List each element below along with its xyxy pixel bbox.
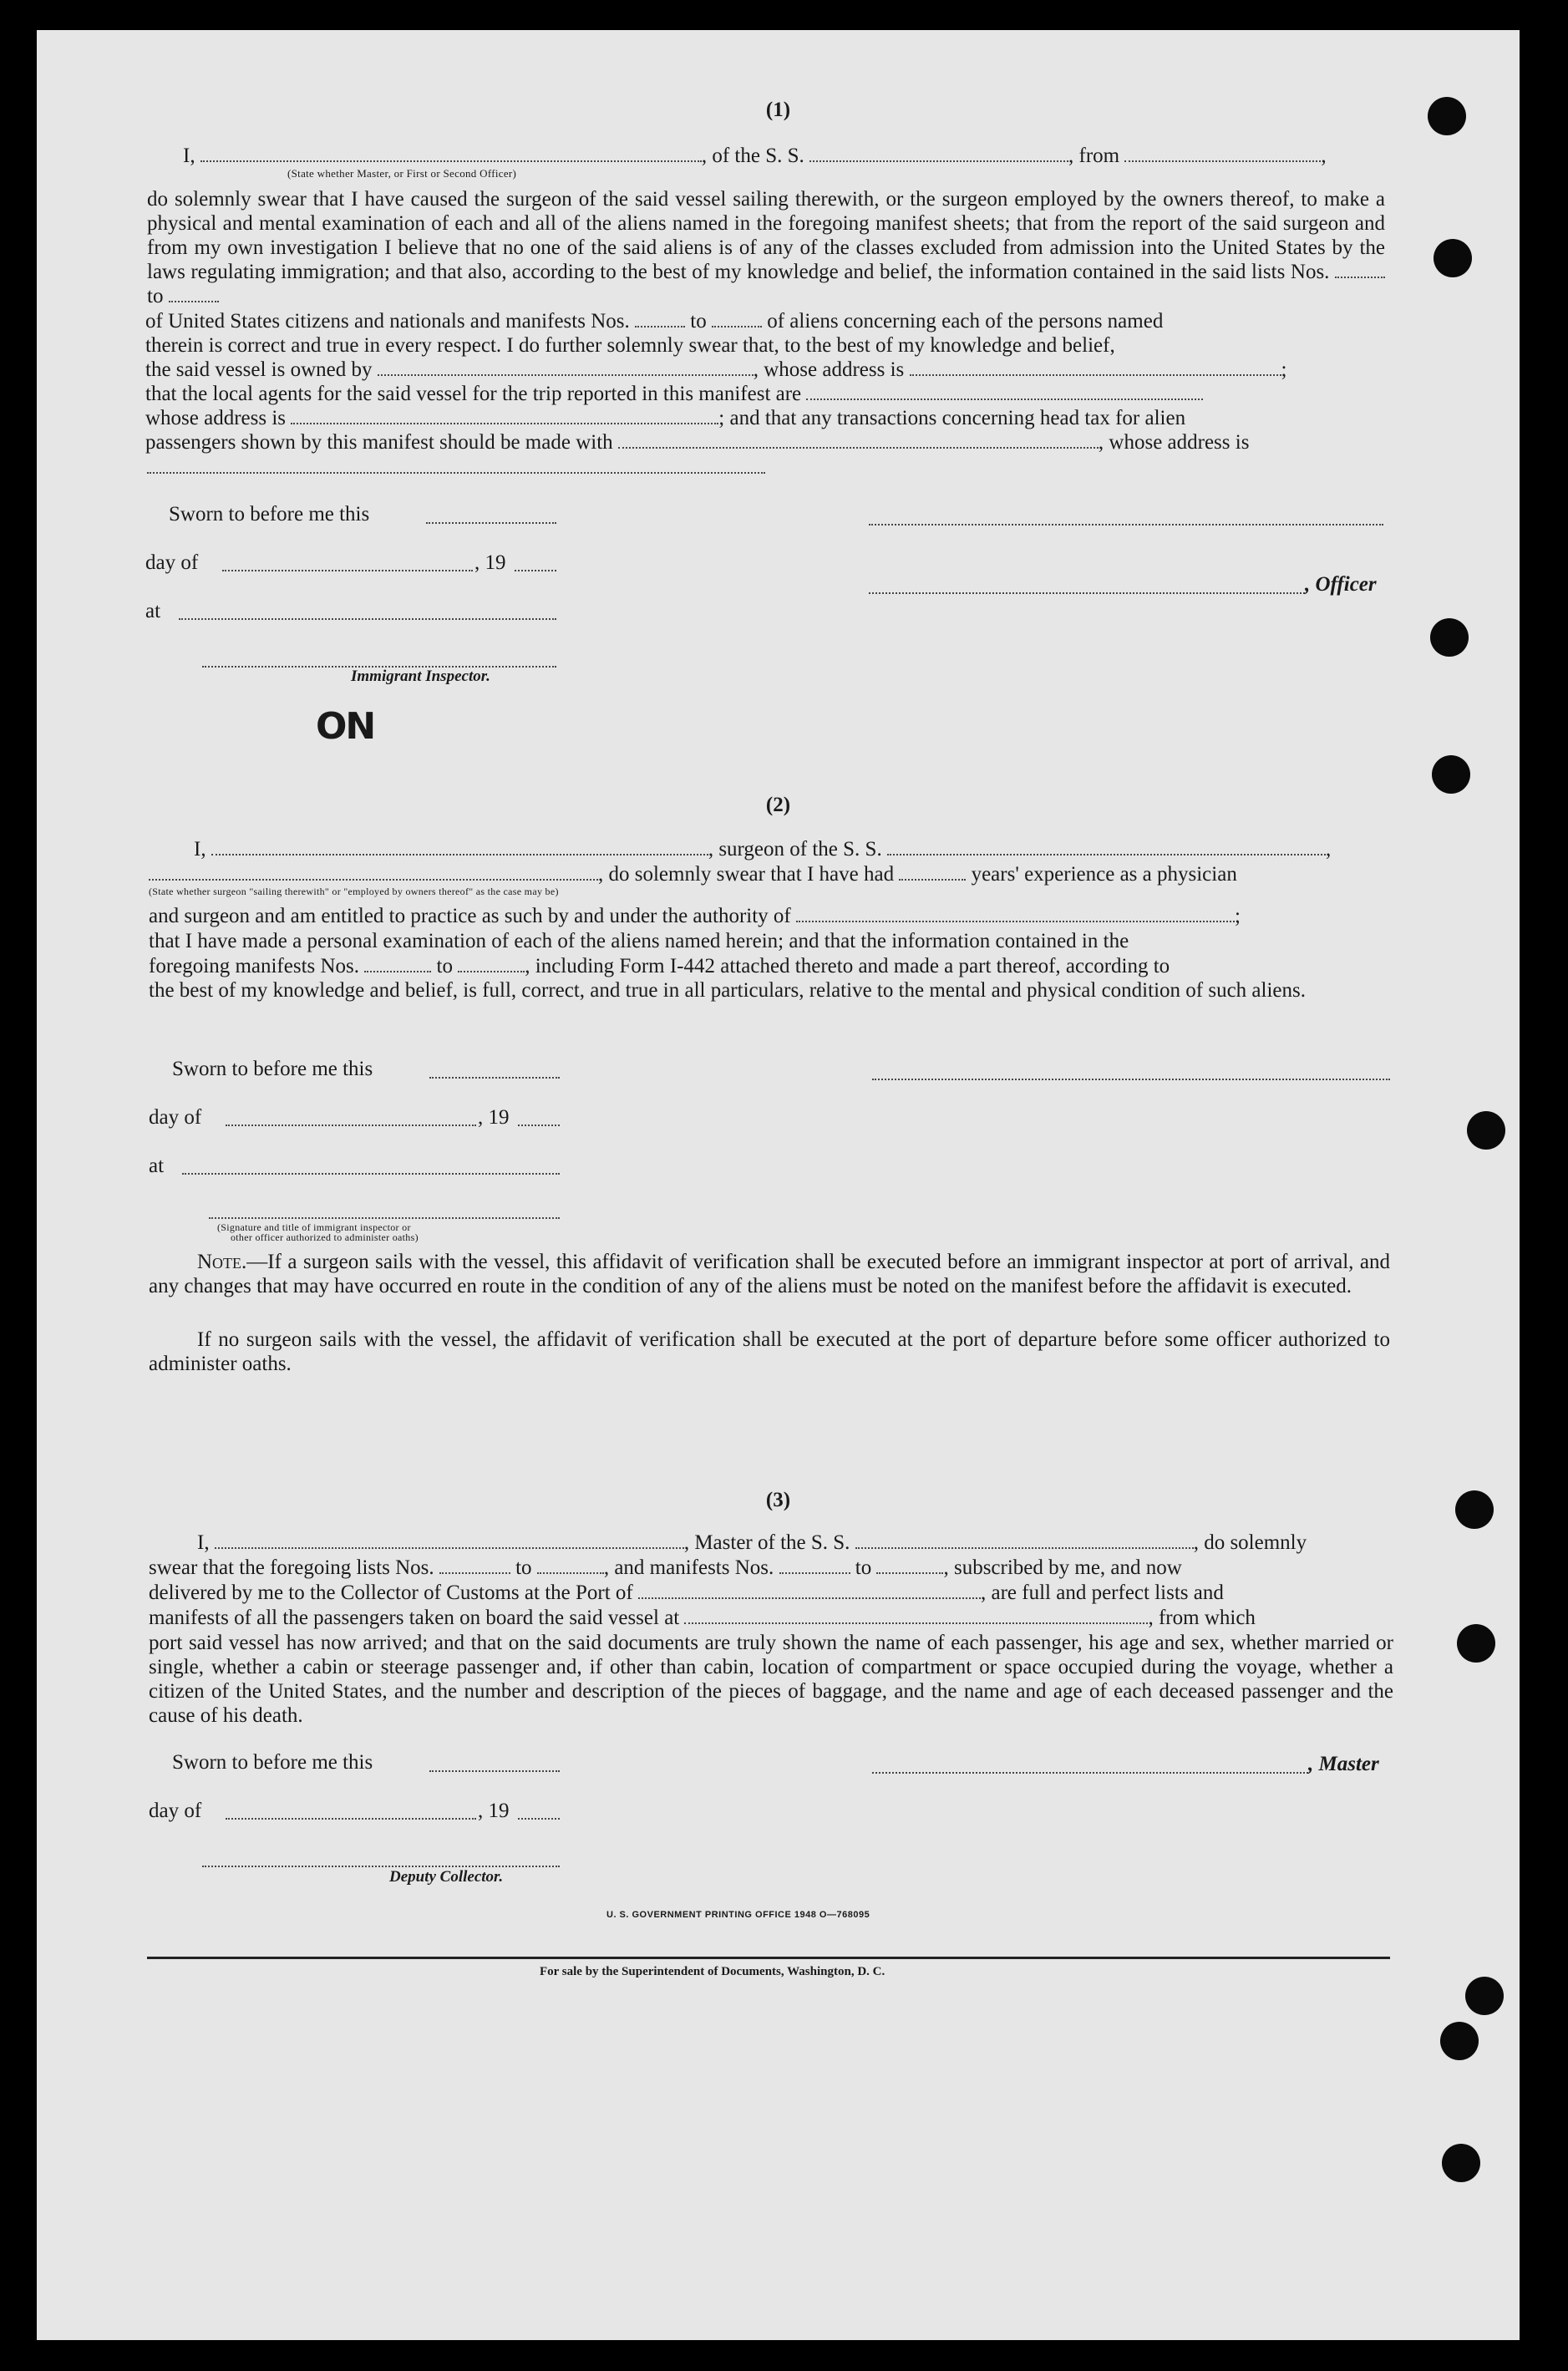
note-text: —If a surgeon sails with the vessel, this affidavit of verification shall be executed before an immigrant inspector at port of arrival, and any changes that may have occurred en route in the condition of any of the aliens must be noted on the manifest before the affidavit is executed. [149,1251,1390,1297]
s3-paragraph: port said vessel has now arrived; and that on the said documents are truly shown the name of each passenger, his age and sex, whether married or single, whether a cabin or steerage passenger and, if other than cabin, location of compartment or space occupied during the voyage, whether a citizen of the United States, and the number and description of the pieces of baggage, and the name and age of each deceased passenger and the cause of his death. [149,1632,1393,1727]
punch-hole [1434,239,1472,277]
s3-collector-signature-field[interactable] [202,1865,560,1867]
s1-p2-to: to [690,310,707,333]
note-2-text: If no surgeon sails with the vessel, the affidavit of verification shall be executed at the port of departure before some officer authorized to administer oaths. [149,1328,1390,1375]
s2-p5-text: foregoing manifests Nos. [149,955,360,977]
footer-rule [147,1957,1390,1959]
s1-p7-rest: , whose address is [1098,431,1250,454]
s1-p1-to: to [147,285,164,307]
s3-l2-to2: to [855,1556,872,1579]
s2-day-field[interactable] [226,1124,476,1126]
manifests-to-field[interactable] [712,311,762,327]
s2-p5-to: to [436,955,453,977]
s3-line-4 [149,1606,1393,1631]
note-label: Note. [197,1251,247,1273]
s3-l2-text: swear that the foregoing lists Nos. [149,1556,434,1579]
punch-hole [1467,1111,1505,1150]
s1-p1-text: do solemnly swear that I have caused the surgeon of the said vessel sailing therewith, or the surgeon employed by the owners thereof, to make a physical and mental examination of each and all of the aliens named in the foregoing manifest sheets; that from the report of the said surgeon and from my own investigation I believe that no one of the said aliens is of any of the classes excluded from admission into the United States by the laws regulating immigration; and that also, according to the best of my knowledge and belief, the information contained in the said lists Nos. [147,188,1385,283]
s3-sworn-date-field[interactable] [429,1769,560,1772]
s2-year-label: , 19 [478,1106,510,1129]
s3-l2-to: to [515,1556,532,1579]
s1-officer-title-field[interactable] [869,591,1305,594]
s1-line-p6 [145,406,1390,431]
s1-p7-text: passengers shown by this manifest should be made with [145,431,613,454]
s2-vessel-name-field[interactable] [887,839,1326,855]
s3-day-field[interactable] [226,1817,476,1820]
s2-day-of-label: day of [149,1106,202,1129]
s1-day-of-label: day of [145,551,199,574]
s2-p3-text: and surgeon and am entitled to practice as such by and under the authority of [149,905,791,927]
s2-line2-mid: , do solemnly swear that I have had [598,863,895,886]
s2-line-1: I, , surgeon of the S. S. , [194,838,1332,861]
s1-p4-text: the said vessel is owned by [145,358,373,381]
s1-p6-rest: ; and that any transactions concerning head tax for alien [718,407,1186,429]
s2-line-5 [149,954,1393,979]
owner-address-field[interactable] [910,359,1281,376]
s1-line-p5 [145,382,1390,407]
head-tax-party-field[interactable] [618,432,1099,449]
s2-surgeon-of-ss: , surgeon of the S. S. [708,838,882,861]
s3-line-2 [149,1556,1393,1581]
s1-inspector-caption: Immigrant Inspector. [351,668,490,685]
s1-paragraph-1 [147,187,1385,308]
s3-collector-caption: Deputy Collector. [389,1868,504,1886]
s2-sig-caption-1: (Signature and title of immigrant inspector or [217,1221,411,1233]
s1-of-ss: , of the S. S. [701,145,804,167]
surgeon-name-field[interactable] [211,839,708,855]
s1-p2-rest: of aliens concerning each of the persons named [767,310,1164,333]
section-1-number: (1) [765,99,791,121]
s2-note [149,1250,1390,1298]
years-experience-field[interactable] [899,864,966,881]
s2-note-2 [149,1328,1390,1376]
s1-sworn-date-field[interactable] [426,521,556,524]
s2-line-4: that I have made a personal examination of each of the aliens named herein; and that the information contained in the [149,930,1129,952]
s1-from: , from [1068,145,1120,167]
s2-manifests-from-field[interactable] [364,956,431,972]
s3-master-label: , Master [1308,1753,1379,1775]
punch-hole [1430,618,1469,657]
s2-line-6: the best of my knowledge and belief, is full, correct, and true in all particulars, relative to the mental and physical condition of such aliens. [149,979,1306,1002]
master-name-field[interactable] [200,145,702,162]
s3-lists-to-field[interactable] [537,1557,604,1574]
agents-address-field[interactable] [291,408,718,424]
s3-year-field[interactable] [518,1817,560,1820]
s3-manifests-from-field[interactable] [779,1557,850,1574]
s1-p6-text: whose address is [145,407,287,429]
s2-year-field[interactable] [518,1124,560,1126]
s2-p5-rest: , including Form I-442 attached thereto and made a part thereof, according to [525,955,1170,977]
agents-field[interactable] [806,383,1203,400]
s3-l3-rest: , are full and perfect lists and [981,1582,1224,1604]
s3-l2-mid: , and manifests Nos. [603,1556,774,1579]
s3-line-1 [197,1531,1397,1556]
s1-line-p7 [145,430,1390,455]
s1-year-label: , 19 [474,551,506,574]
s1-officer-label: , Officer [1305,573,1377,596]
sale-notice: For sale by the Superintendent of Documents, Washington, D. C. [540,1965,885,1978]
s2-sig-caption-2: other officer authorized to administer oaths) [231,1231,419,1243]
s2-manifests-to-field[interactable] [458,956,525,972]
master-caption: (State whether Master, or First or Second Officer) [287,167,517,180]
s1-line-p4: the said vessel is owned by , whose address is ; [145,358,1287,381]
s2-line-3: and surgeon and am entitled to practice as such by and under the authority of ; [149,905,1241,927]
s3-line1-rest: , do solemnly [1193,1531,1307,1554]
s2-line-2 [149,862,1393,887]
s3-day-of-label: day of [149,1800,202,1822]
s1-p4-mid: , whose address is [753,358,905,381]
s3-master-signature-field[interactable] [872,1771,1308,1774]
punch-hole [1457,1624,1495,1663]
s1-sworn-label: Sworn to before me this [169,503,370,525]
s2-i: I, [194,838,206,861]
s2-line2-rest: years' experience as a physician [971,863,1237,886]
s3-year-label: , 19 [478,1800,510,1822]
punch-hole [1440,2022,1479,2060]
s3-l2-rest: , subscribed by me, and now [943,1556,1182,1579]
s3-vessel-name-field[interactable] [855,1532,1194,1549]
owner-field[interactable] [378,359,754,376]
head-tax-address-field[interactable] [147,471,765,474]
s3-l3-text: delivered by me to the Collector of Customs at the Port of [149,1582,633,1604]
gpo-imprint: U. S. GOVERNMENT PRINTING OFFICE 1948 O—768095 [606,1910,870,1920]
embark-port-field[interactable] [684,1607,1148,1624]
authority-field[interactable] [796,906,1235,922]
handwritten-mark: ON [316,705,375,748]
section-3-number: (3) [765,1489,791,1511]
s1-at-label: at [145,600,161,622]
s3-master-name-field[interactable] [215,1532,684,1549]
s1-i: I, [183,145,195,167]
s3-line-3 [149,1581,1393,1606]
s3-i: I, [197,1531,210,1554]
s3-lists-from-field[interactable] [439,1557,510,1574]
lists-from-field[interactable] [1335,261,1385,278]
section-2-number: (2) [765,794,791,816]
s2-at-field[interactable] [182,1172,560,1175]
s1-p2-text: of United States citizens and nationals and manifests Nos. [145,310,630,333]
s2-sworn-date-field[interactable] [429,1076,560,1079]
manifest-affidavit-page [37,30,1520,2340]
s2-surgeon-signature-field[interactable] [872,1078,1390,1080]
punch-hole [1465,1977,1504,2015]
s2-sworn-label: Sworn to before me this [172,1058,373,1080]
s3-sworn-label: Sworn to before me this [172,1751,373,1774]
s1-p5-text: that the local agents for the said vessel for the trip reported in this manifest are [145,383,802,405]
s3-l4-text: manifests of all the passengers taken on board the said vessel at [149,1607,680,1629]
vessel-name-field[interactable] [809,145,1068,162]
punch-hole [1432,755,1470,794]
s1-officer-signature-field[interactable] [869,523,1383,525]
surgeon-caption: (State whether surgeon "sailing therewith" or "employed by owners thereof" as the case may be) [149,886,559,897]
manifests-from-field[interactable] [635,311,685,327]
lists-to-field[interactable] [169,286,219,302]
s1-line-p3: therein is correct and true in every respect. I do further solemnly swear that, to the best of my knowledge and belief, [145,334,1115,357]
s1-at-field[interactable] [179,617,556,620]
s3-l4-rest: , from which [1148,1607,1256,1629]
surgeon-type-field[interactable] [149,864,598,881]
s3-manifests-to-field[interactable] [876,1557,943,1574]
s1-line-1: I, , of the S. S. , from , [183,145,1327,167]
s2-inspector-signature-field[interactable] [209,1216,560,1219]
s3-master-of-ss: , Master of the S. S. [683,1531,850,1554]
s1-year-field[interactable] [515,569,556,571]
customs-port-field[interactable] [638,1582,981,1599]
from-port-field[interactable] [1124,145,1321,162]
s1-day-field[interactable] [222,569,473,571]
s2-at-label: at [149,1155,165,1177]
s1-line-p2 [145,309,1390,334]
punch-hole [1442,2144,1480,2182]
